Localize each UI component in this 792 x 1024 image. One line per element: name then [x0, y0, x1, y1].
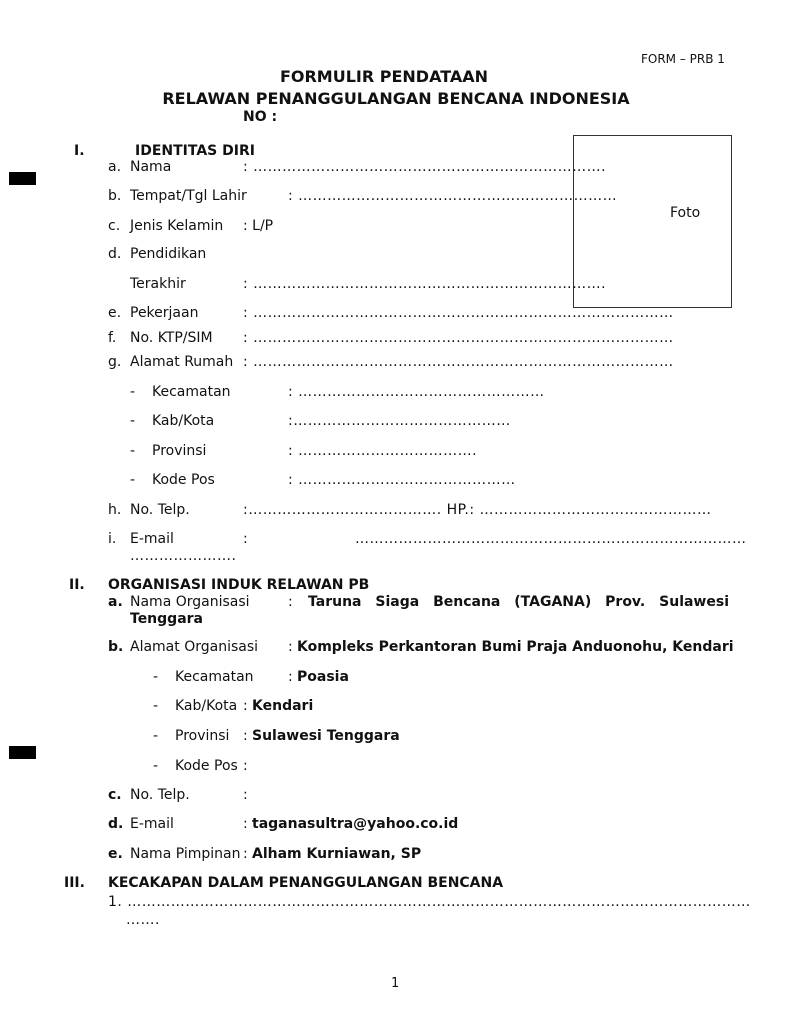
org-phone-colon: : — [243, 787, 248, 803]
kecamatan-field[interactable]: : …………………………………………… — [288, 384, 545, 400]
org-email-value[interactable]: taganasultra@yahoo.co.id — [252, 816, 459, 832]
org-provinsi-value[interactable]: Sulawesi Tenggara — [252, 728, 400, 744]
provinsi-field[interactable]: : ………………………………. — [288, 443, 478, 459]
provinsi-dash: - — [130, 443, 136, 459]
job-field[interactable]: : …………………………………………………………………………… — [243, 305, 674, 321]
ktp-field[interactable]: : …………………………………………………………………………… — [243, 330, 674, 346]
org-kecamatan-colon: : — [288, 669, 293, 685]
provinsi-label: Provinsi — [152, 443, 207, 459]
form-title: FORMULIR PENDATAAN — [279, 67, 489, 86]
org-leader-label: Nama Pimpinan — [130, 846, 241, 862]
org-kodepos-label: Kode Pos — [175, 758, 238, 774]
email-colon: : — [243, 531, 248, 547]
education-letter: d. — [108, 246, 122, 262]
education-field[interactable]: : ………………………………………………………………. — [243, 276, 607, 292]
ktp-letter: f. — [108, 330, 117, 346]
org-email-colon: : — [243, 816, 248, 832]
form-code: FORM – PRB 1 — [641, 52, 725, 66]
photo-label: Foto — [670, 205, 701, 221]
org-leader-letter: e. — [108, 846, 123, 862]
kabkota-dash: - — [130, 413, 136, 429]
org-leader-colon: : — [243, 846, 248, 862]
phone-label: No. Telp. — [130, 502, 190, 518]
org-kecamatan-dash: - — [153, 669, 159, 685]
org-kabkota-dash: - — [153, 698, 159, 714]
job-letter: e. — [108, 305, 122, 321]
org-kecamatan-value[interactable]: Poasia — [297, 669, 349, 685]
address-field[interactable]: : …………………………………………………………………………… — [243, 354, 674, 370]
org-kabkota-value[interactable]: Kendari — [252, 698, 314, 714]
section1-number: I. — [74, 143, 85, 159]
org-kabkota-label: Kab/Kota — [175, 698, 238, 714]
phone-field[interactable]: :…………………………………. HP.: ………………………………………… — [243, 502, 712, 518]
org-name-value-cont[interactable]: Tenggara — [130, 611, 203, 627]
gender-label: Jenis Kelamin — [130, 218, 224, 234]
org-name-colon: : — [288, 594, 293, 610]
kodepos-field[interactable]: : ……………………………………… — [288, 472, 516, 488]
org-kodepos-dash: - — [153, 758, 159, 774]
org-phone-letter: c. — [108, 787, 122, 803]
nama-label: Nama — [130, 159, 172, 175]
email-label: E-mail — [130, 531, 174, 547]
org-email-letter: d. — [108, 816, 124, 832]
page-number: 1 — [391, 976, 400, 991]
org-address-value[interactable]: Kompleks Perkantoran Bumi Praja Anduonohu, Kendari — [297, 639, 734, 655]
org-kodepos-colon: : — [243, 758, 248, 774]
ttl-label: Tempat/Tgl Lahir — [130, 188, 247, 204]
phone-letter: h. — [108, 502, 122, 518]
address-letter: g. — [108, 354, 122, 370]
nama-letter: a. — [108, 159, 122, 175]
section2-number: II. — [69, 577, 85, 593]
org-provinsi-dash: - — [153, 728, 159, 744]
kodepos-dash: - — [130, 472, 136, 488]
ttl-field[interactable]: : ………………………………………………………… — [288, 188, 618, 204]
address-label: Alamat Rumah — [130, 354, 234, 370]
email-field-cont[interactable]: …………………. — [130, 548, 237, 564]
skill-item-1[interactable]: 1. ………………………………………………………………………………………………………………… — [108, 894, 751, 910]
kodepos-label: Kode Pos — [152, 472, 215, 488]
nama-field[interactable]: : ………………………………………………………………. — [243, 159, 607, 175]
section2-title: ORGANISASI INDUK RELAWAN PB — [108, 577, 370, 593]
org-provinsi-colon: : — [243, 728, 248, 744]
gender-field[interactable]: : L/P — [243, 218, 274, 234]
skill-item-1-cont[interactable]: ……. — [126, 912, 160, 928]
kabkota-label: Kab/Kota — [152, 413, 215, 429]
section3-title: KECAKAPAN DALAM PENANGGULANGAN BENCANA — [108, 875, 504, 891]
org-address-colon: : — [288, 639, 293, 655]
job-label: Pekerjaan — [130, 305, 199, 321]
kecamatan-label: Kecamatan — [152, 384, 231, 400]
org-name-value[interactable]: Taruna Siaga Bencana (TAGANA) Prov. Sulawesi — [308, 594, 729, 610]
org-name-letter: a. — [108, 594, 123, 610]
form-subtitle: RELAWAN PENANGGULANGAN BENCANA INDONESIA — [162, 89, 630, 108]
org-phone-label: No. Telp. — [130, 787, 190, 803]
kabkota-field[interactable]: :……………………………………… — [288, 413, 511, 429]
ktp-label: No. KTP/SIM — [130, 330, 213, 346]
org-kabkota-colon: : — [243, 698, 248, 714]
org-address-label: Alamat Organisasi — [130, 639, 259, 655]
section1-title: IDENTITAS DIRI — [135, 143, 255, 159]
margin-marker-top — [9, 172, 36, 185]
education-label-cont: Terakhir — [130, 276, 186, 292]
form-number-label: NO : — [243, 109, 278, 125]
org-name-label: Nama Organisasi — [130, 594, 250, 610]
org-email-label: E-mail — [130, 816, 174, 832]
email-letter: i. — [108, 531, 117, 547]
org-address-letter: b. — [108, 639, 124, 655]
org-provinsi-label: Provinsi — [175, 728, 230, 744]
margin-marker-bottom — [9, 746, 36, 759]
org-kecamatan-label: Kecamatan — [175, 669, 254, 685]
education-label: Pendidikan — [130, 246, 207, 262]
section3-number: III. — [64, 875, 85, 891]
ttl-letter: b. — [108, 188, 122, 204]
kecamatan-dash: - — [130, 384, 136, 400]
org-leader-value[interactable]: Alham Kurniawan, SP — [252, 846, 422, 862]
gender-letter: c. — [108, 218, 121, 234]
email-field[interactable]: ……………………………………………………………………… — [355, 531, 747, 547]
